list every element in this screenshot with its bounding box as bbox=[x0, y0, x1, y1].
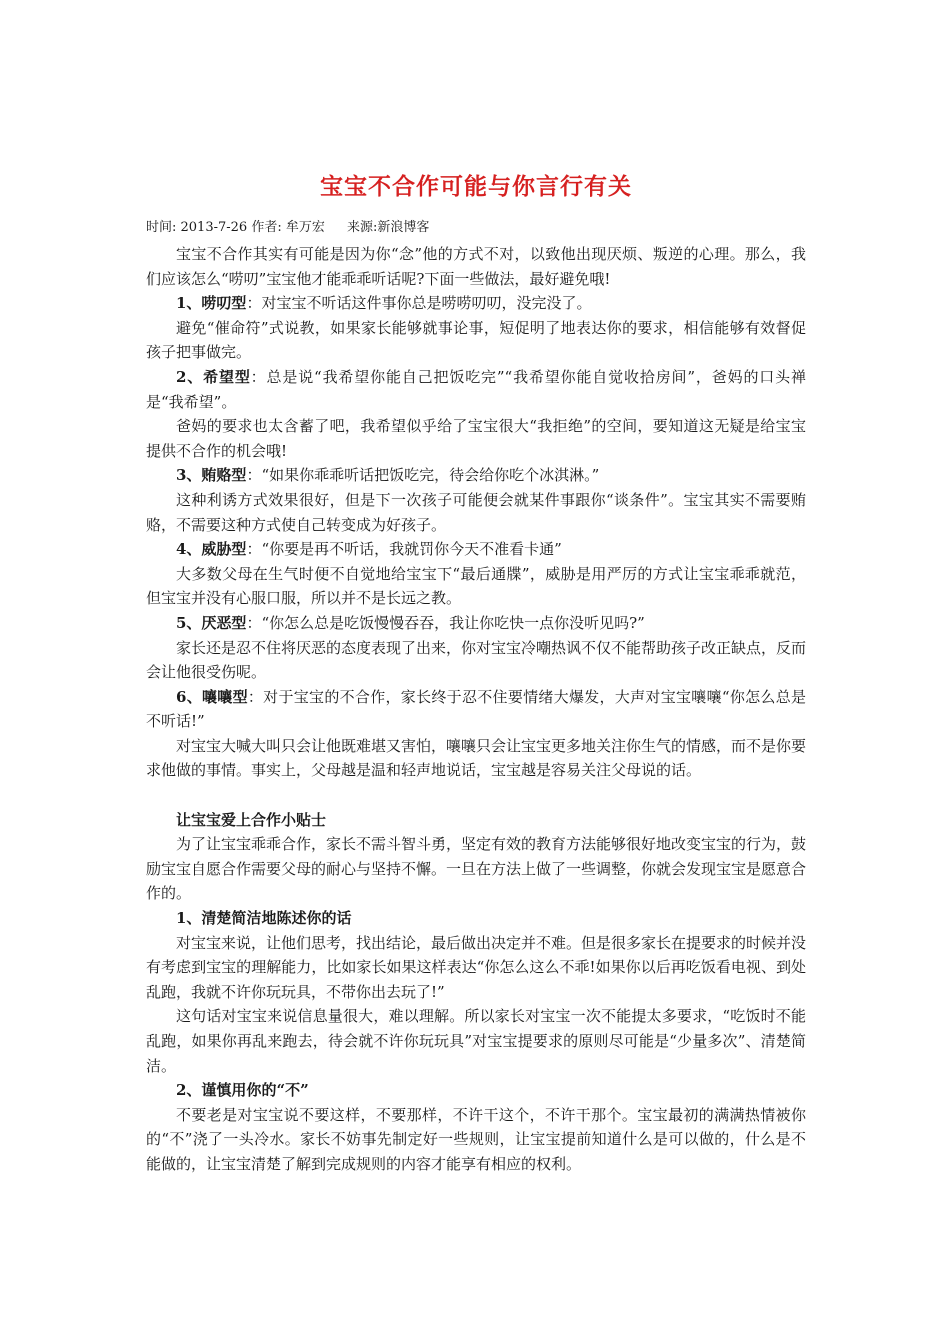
type-1-heading bbox=[146, 291, 806, 316]
type-desc: ：“如果你乖乖听话把饭吃完，待会给你吃个冰淇淋。” bbox=[246, 466, 600, 485]
article bbox=[146, 170, 806, 1177]
type-6-heading bbox=[146, 685, 806, 734]
type-desc: ：对宝宝不听话这件事你总是唠唠叨叨，没完没了。 bbox=[246, 294, 592, 313]
type-label: 4、威胁型 bbox=[176, 540, 247, 559]
type-4-heading bbox=[146, 537, 806, 562]
tip-2-paragraph-1: 不要老是对宝宝说不要这样，不要那样，不许干这个，不许干那个。宝宝最初的满满热情被你的“不”浇了一头冷水。家长不妨事先制定好一些规则，让宝宝提前知道什么是可以做的，什么是不能做的，让宝宝清楚了解到完成规则的内容才能享有相应的权利。 bbox=[146, 1105, 806, 1173]
type-label: 5、厌恶型 bbox=[176, 613, 247, 632]
tips-title: 让宝宝爱上合作小贴士 bbox=[176, 810, 327, 829]
type-4-advice: 大多数父母在生气时便不自觉地给宝宝下“最后通牒”，威胁是用严厉的方式让宝宝乖乖就范，但宝宝并没有心服口服，所以并不是长远之教。 bbox=[146, 564, 806, 608]
meta-time: 时间: 2013-7-26 bbox=[146, 220, 248, 235]
article-meta bbox=[146, 218, 806, 238]
tip-1-title: 1、清楚简洁地陈述你的话 bbox=[176, 909, 352, 928]
tip-2-title: 2、谨慎用你的“不” bbox=[176, 1081, 309, 1100]
type-3-heading bbox=[146, 463, 806, 488]
type-label: 3、贿赂型 bbox=[176, 466, 247, 485]
type-label: 1、唠叨型 bbox=[176, 294, 247, 313]
type-desc: ：对于宝宝的不合作，家长终于忍不住要情绪大爆发，大声对宝宝嚷嚷“你怎么总是不听话!” bbox=[146, 687, 806, 731]
tips-intro: 为了让宝宝乖乖合作，家长不需斗智斗勇，坚定有效的教育方法能够很好地改变宝宝的行为，鼓励宝宝自愿合作需要父母的耐心与坚持不懈。一旦在方法上做了一些调整，你就会发现宝宝是愿意合作的。 bbox=[146, 835, 807, 903]
tip-1-paragraph-1: 对宝宝来说，让他们思考，找出结论，最后做出决定并不难。但是很多家长在提要求的时候并没有考虑到宝宝的理解能力，比如家长如果这样表达“你怎么这么不乖!如果你以后再吃饭看电视、到处乱跑，我就不许你玩玩具，不带你出去玩了!” bbox=[146, 933, 807, 1001]
type-5-advice: 家长还是忍不住将厌恶的态度表现了出来，你对宝宝冷嘲热讽不仅不能帮助孩子改正缺点，反而会让他很受伤呢。 bbox=[146, 638, 807, 682]
section-spacer bbox=[146, 783, 806, 808]
meta-author: 作者: 牟万宏 bbox=[251, 220, 325, 235]
type-1-advice: 避免“催命符”式说教，如果家长能够就事论事，短促明了地表达你的要求，相信能够有效督促孩子把事做完。 bbox=[146, 318, 806, 362]
tip-1-paragraph-2: 这句话对宝宝来说信息量很大，难以理解。所以家长对宝宝一次不能提太多要求，“吃饭时不能乱跑，如果你再乱来跑去，待会就不许你玩玩具”对宝宝提要求的原则尽可能是“少量多次”、清楚简洁。 bbox=[146, 1007, 806, 1075]
type-label: 6、嚷嚷型 bbox=[176, 687, 248, 706]
type-label: 2、希望型 bbox=[176, 367, 251, 386]
type-2-heading bbox=[146, 365, 806, 414]
meta-source: 来源:新浪博客 bbox=[347, 220, 430, 235]
type-3-advice: 这种利诱方式效果很好，但是下一次孩子可能便会就某件事跟你“谈条件”。宝宝其实不需要贿赂，不需要这种方式使自己转变成为好孩子。 bbox=[146, 490, 806, 534]
type-desc: ：总是说“我希望你能自己把饭吃完”“我希望你能自觉收拾房间”，爸妈的口头禅是“我希望”。 bbox=[146, 367, 806, 411]
article-title: 宝宝不合作可能与你言行有关 bbox=[320, 173, 632, 200]
type-5-heading bbox=[146, 611, 806, 636]
type-desc: ：“你要是再不听话，我就罚你今天不准看卡通” bbox=[246, 540, 562, 559]
type-2-advice: 爸妈的要求也太含蓄了吧，我希望似乎给了宝宝很大“我拒绝”的空间，要知道这无疑是给宝宝提供不合作的机会哦! bbox=[146, 417, 806, 460]
type-desc: ：“你怎么总是吃饭慢慢吞吞，我让你吃快一点你没听见吗?” bbox=[246, 613, 645, 632]
type-6-advice: 对宝宝大喊大叫只会让他既难堪又害怕，嚷嚷只会让宝宝更多地关注你生气的情感，而不是你要求他做的事情。事实上，父母越是温和轻声地说话，宝宝越是容易关注父母说的话。 bbox=[146, 736, 807, 780]
intro-paragraph: 宝宝不合作其实有可能是因为你“念”他的方式不对，以致他出现厌烦、叛逆的心理。那么，我们应该怎么“唠叨”宝宝他才能乖乖听话呢?下面一些做法，最好避免哦! bbox=[146, 245, 806, 288]
